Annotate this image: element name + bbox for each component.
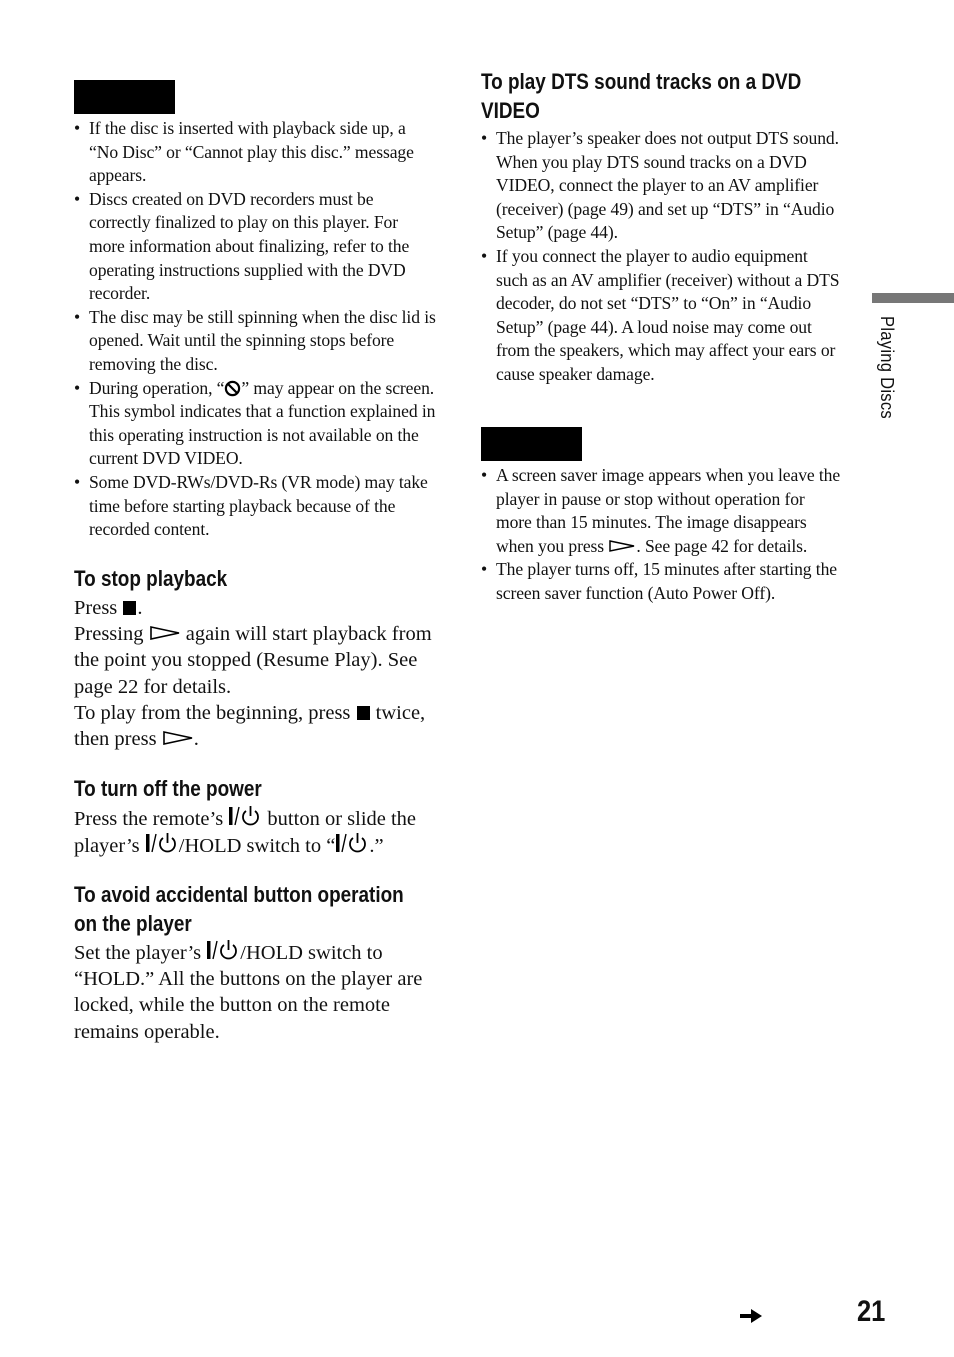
screen-saver-notes-list [481, 464, 843, 606]
press-stop-line: Press . [74, 597, 143, 619]
section-tab-bar [872, 293, 954, 303]
section-tab-label: Playing Discs [877, 316, 897, 419]
play-triangle-icon [149, 625, 181, 641]
arrow-right-icon [739, 1308, 763, 1324]
turn-off-power-heading: To turn off the power [74, 776, 262, 801]
note-heading-bar [481, 427, 582, 461]
list-item: • Discs created on DVD recorders must be correctly finalized to play on this player. For more information about finalizing, refer to the operating instructions supplied with the DVD recorder. [74, 188, 436, 306]
power-standby-icon [206, 939, 240, 961]
stop-playback-heading: To stop playback [74, 566, 228, 591]
from-beginning-paragraph: To play from the beginning, press twice, then press . [74, 701, 426, 751]
list-item: • Some DVD-RWs/DVD-Rs (VR mode) may take time before starting playback because of the recorded content. [74, 471, 436, 542]
list-item: • The disc may be still spinning when the disc lid is opened. Wait until the spinning stops before removing the disc. [74, 306, 436, 377]
dts-list [481, 127, 843, 387]
dts-heading: To play DTS sound tracks on a DVD VIDEO [481, 69, 802, 123]
power-standby-icon [335, 832, 369, 854]
page-number: 21 [857, 1295, 886, 1328]
note-heading-bar [74, 80, 175, 114]
notes-list [74, 117, 436, 542]
list-item: • The player turns off, 15 minutes after starting the screen saver function (Auto Power Off). [481, 558, 843, 605]
avoid-operation-text: Set the player’s /HOLD switch to “HOLD.” All the buttons on the player are locked, while the button on the remote remains operable. [74, 939, 436, 1045]
play-triangle-icon [608, 539, 636, 553]
list-item: • During operation, “ ” may appear on the screen. This symbol indicates that a function explained in this operating instruction is not available on the current DVD VIDEO. [74, 377, 436, 471]
turn-off-power-text: Press the remote’s button or slide the player’s /HOLD switch to “ .” [74, 805, 436, 859]
resume-play-paragraph: Pressing again will start playback from the point you stopped (Resume Play). See page 22 for details. [74, 623, 432, 698]
stop-square-icon [357, 706, 370, 720]
stop-playback-text [74, 595, 436, 752]
list-item: • The player’s speaker does not output DTS sound. When you play DTS sound tracks on a DVD VIDEO, connect the player to an AV amplifier (receiver) (page 49) and set up “DTS” in “Audio Setup” (page 44). [481, 127, 843, 245]
play-triangle-icon [162, 730, 194, 746]
list-item: • If you connect the player to audio equipment such as an AV amplifier (receiver) without a DTS decoder, do not set “DTS” to “On” in “Audio Setup” (page 44). A loud noise may come out from the speakers, which may affect your ears or cause speaker damage. [481, 245, 843, 387]
power-standby-icon [228, 805, 262, 827]
stop-square-icon [123, 601, 136, 615]
power-standby-icon [145, 832, 179, 854]
avoid-operation-heading: To avoid accidental button operation on the player [74, 882, 404, 936]
prohibited-icon [224, 380, 241, 397]
list-item: • If the disc is inserted with playback side up, a “No Disc” or “Cannot play this disc.” message appears. [74, 117, 436, 188]
list-item: • A screen saver image appears when you leave the player in pause or stop without operation for more than 15 minutes. The image disappears when you press . See page 42 for details. [481, 464, 843, 558]
